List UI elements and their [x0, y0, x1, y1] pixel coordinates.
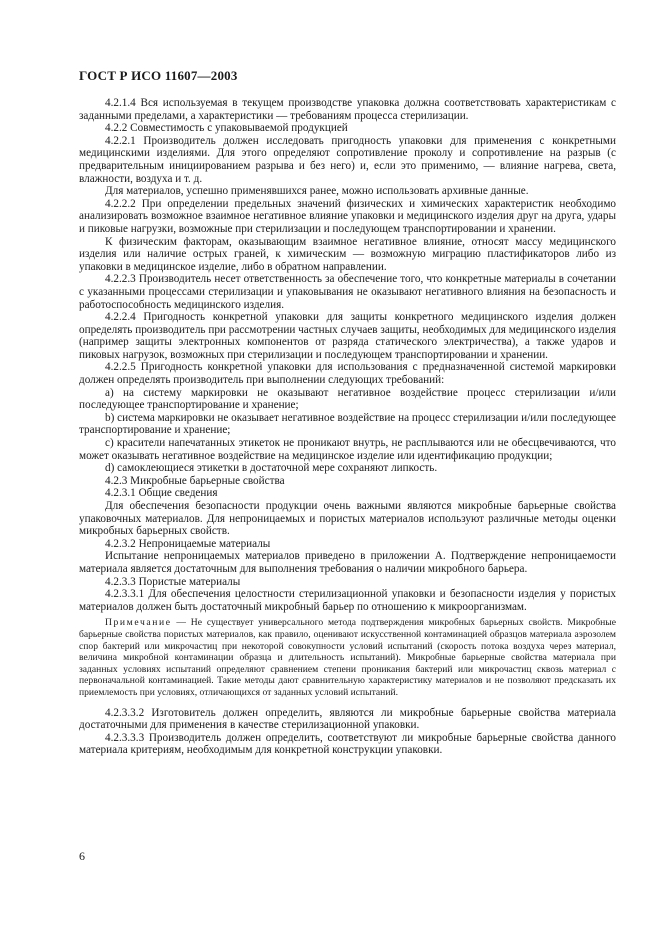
section-heading: 4.2.3.2 Непроницаемые материалы [105, 537, 271, 550]
paragraph: 4.2.2.1 Производитель должен исследовать пригодность упаковки для применения с конкретными медицинскими изделиями. Для этого определяют сопротивление проколу и сопротивление на разрыв (с предварительным инициированием разрыва и без него) и, если это применимо, — влияние нагрева, света, влажности, воздуха и т. д. [79, 134, 616, 185]
paragraph: 4.2.2.5 Пригодность конкретной упаковки для использования с предназначенной системой маркировки должен определять производитель при выполнении следующих требований: [79, 361, 616, 387]
section-heading: 4.2.3.1 Общие сведения [105, 487, 218, 500]
paragraph: 4.2.3.3.1 Для обеспечения целостности стерилизационной упаковки и безопасности изделия у пористых материалов должен быть достаточный микробный барьер по отношению к микроорганизмам. [79, 588, 616, 613]
paragraph: 4.2.1.4 Вся используемая в текущем производстве упаковка должна соответствовать характеристикам с заданными пределами, а характеристики — требованиям процесса стерилизации. [79, 97, 616, 122]
list-item: d) самоклеющиеся этикетки в достаточной мере сохраняют липкость. [105, 462, 438, 475]
document-header: ГОСТ Р ИСО 11607—2003 [79, 68, 238, 83]
note-block [79, 617, 616, 698]
paragraph: К физическим факторам, оказывающим взаимное негативное влияние, относят массу медицинского изделия или наличие острых граней, к химическим — возможную миграцию пластификаторов либо из упаковки в медицинское изделие, либо в обратном направлении. [79, 235, 616, 273]
paragraph: Для материалов, успешно применявшихся ранее, можно использовать архивные данные. [105, 185, 529, 198]
paragraph: 4.2.3.3.2 Изготовитель должен определить, являются ли микробные барьерные свойства материала достаточными для применения в качестве стерилизационной упаковки. [79, 706, 616, 732]
paragraph: 4.2.3.3.3 Производитель должен определить, соответствуют ли микробные барьерные свойства данного материала критериям, необходимым для конкретной конструкции упаковки. [79, 731, 616, 757]
paragraph: 4.2.2.2 При определении предельных значений физических и химических характеристик необходимо анализировать возможное взаимное негативное влияние упаковки и медицинского изделия друг на друга, удары и пиковые нагрузки, возможные при стерилизации и последующем транспортировании и хранении. [79, 197, 616, 235]
section-heading: 4.2.2 Совместимость с упаковываемой продукцией [105, 122, 348, 135]
paragraph: Испытание непроницаемых материалов приведено в приложении А. Подтверждение непроницаемости материала является достаточным для выполнения требования о наличии микробного барьера. [79, 550, 616, 575]
list-item: с) красители напечатанных этикеток не проникают внутрь, не расплываются или не обесцвечиваются, что может оказывать негативное воздействие на медицинское изделие или идентификацию продукции; [79, 437, 616, 462]
section-heading: 4.2.3 Микробные барьерные свойства [105, 474, 285, 487]
paragraph: 4.2.2.3 Производитель несет ответственность за обеспечение того, что конкретные материалы в сочетании с указанными процессами стерилизации и упаковывания не оказывают негативного влияния на безопасность и работоспособность медицинского изделия. [79, 273, 616, 311]
paragraph: 4.2.2.4 Пригодность конкретной упаковки для защиты конкретного медицинского изделия должен определять производитель при рассмотрении частных случаев защиты, необходимых для медицинского изделия (например защиты электронных компонентов от разряда статического электричества), а также ударов и пиковых нагрузок, возможных при стерилизации и последующем транспортировании и хранении. [79, 311, 616, 361]
section-heading: 4.2.3.3 Пористые материалы [105, 575, 241, 588]
note-text: — Не существует универсального метода подтверждения микробных барьерных свойств. Микробные барьерные свойства пористых материалов, как правило, оценивают искусственной контаминацией образцов материала аэрозолем спор бактерий или микрочастиц при некоторой совокупности условий испытаний (скорость потока воздуха через материал, величина микробной контаминации образца и длительность испытаний). Микробные барьерные свойства материала при заданных условиях испытаний определяют сравнением степени проникания бактерий или микрочастиц сквозь материал с первоначальной контаминацией. Такие методы дают сравнительную характеристику материалов и не позволяют предсказать их приемлемость при условиях, отличающихся от заданных условий испытаний. [79, 617, 616, 698]
paragraph: Для обеспечения безопасности продукции очень важными являются микробные барьерные свойства упаковочных материалов. Для непроницаемых и пористых материалов используют различные методы оценки микробных барьерных свойств. [79, 500, 616, 538]
list-item: а) на систему маркировки не оказывают негативное воздействие процесс стерилизации и/или последующее транспортирование и хранение; [79, 386, 616, 412]
document-body [79, 97, 616, 757]
page-number: 6 [79, 849, 85, 863]
note-label: Примечание [105, 617, 172, 629]
list-item: b) система маркировки не оказывает негативное воздействие на процесс стерилизации и/или последующее транспортирование и хранение; [79, 411, 616, 437]
